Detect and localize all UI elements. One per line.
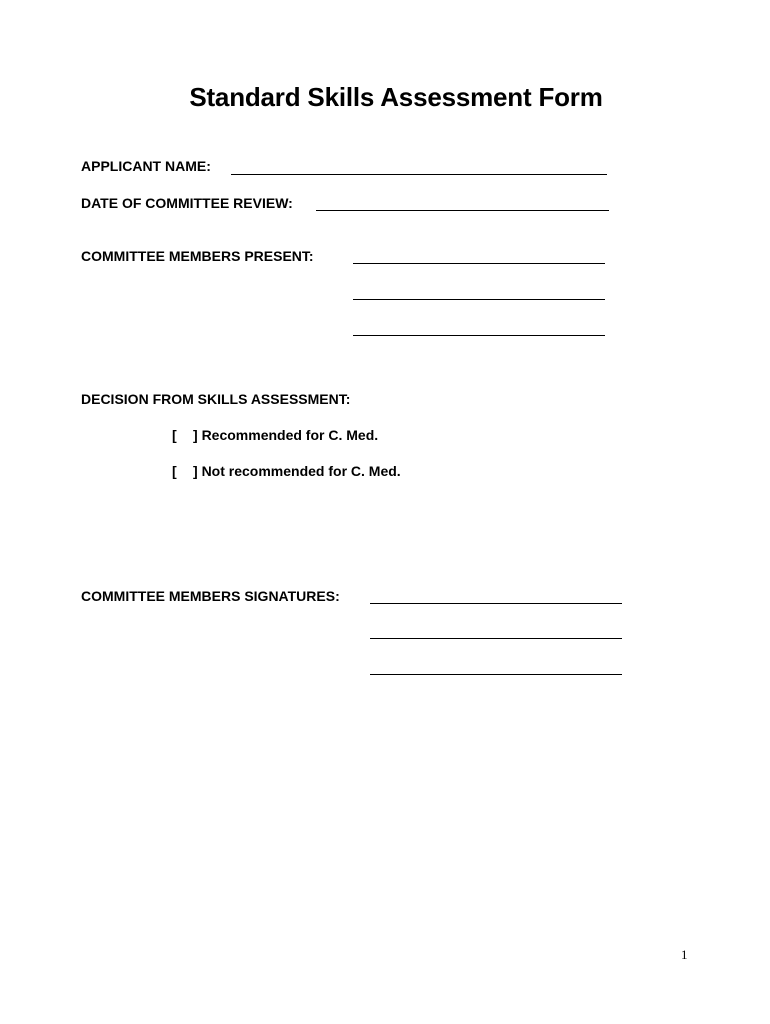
checkbox-recommended[interactable]: [ xyxy=(172,427,177,443)
signature-field-1[interactable] xyxy=(370,603,622,604)
members-present-label: COMMITTEE MEMBERS PRESENT: xyxy=(81,248,314,264)
date-review-field[interactable] xyxy=(316,210,609,211)
decision-label: DECISION FROM SKILLS ASSESSMENT: xyxy=(81,391,351,407)
date-review-label: DATE OF COMMITTEE REVIEW: xyxy=(81,195,293,211)
signature-field-3[interactable] xyxy=(370,674,622,675)
option-recommended[interactable] xyxy=(172,427,378,443)
signatures-label: COMMITTEE MEMBERS SIGNATURES: xyxy=(81,588,340,604)
checkbox-close-bracket: ] xyxy=(193,427,202,443)
page-number: 1 xyxy=(681,947,688,962)
option-not-recommended-label: Not recommended for C. Med. xyxy=(201,463,401,479)
member-present-field-2[interactable] xyxy=(353,299,605,300)
applicant-name-label: APPLICANT NAME: xyxy=(81,158,211,174)
option-not-recommended[interactable] xyxy=(172,463,401,479)
checkbox-not-recommended[interactable]: [ xyxy=(172,463,177,479)
checkbox-close-bracket: ] xyxy=(193,463,202,479)
applicant-name-field[interactable] xyxy=(231,174,607,175)
form-title: Standard Skills Assessment Form xyxy=(189,82,603,112)
member-present-field-1[interactable] xyxy=(353,263,605,264)
signature-field-2[interactable] xyxy=(370,638,622,639)
member-present-field-3[interactable] xyxy=(353,335,605,336)
option-recommended-label: Recommended for C. Med. xyxy=(201,427,379,443)
